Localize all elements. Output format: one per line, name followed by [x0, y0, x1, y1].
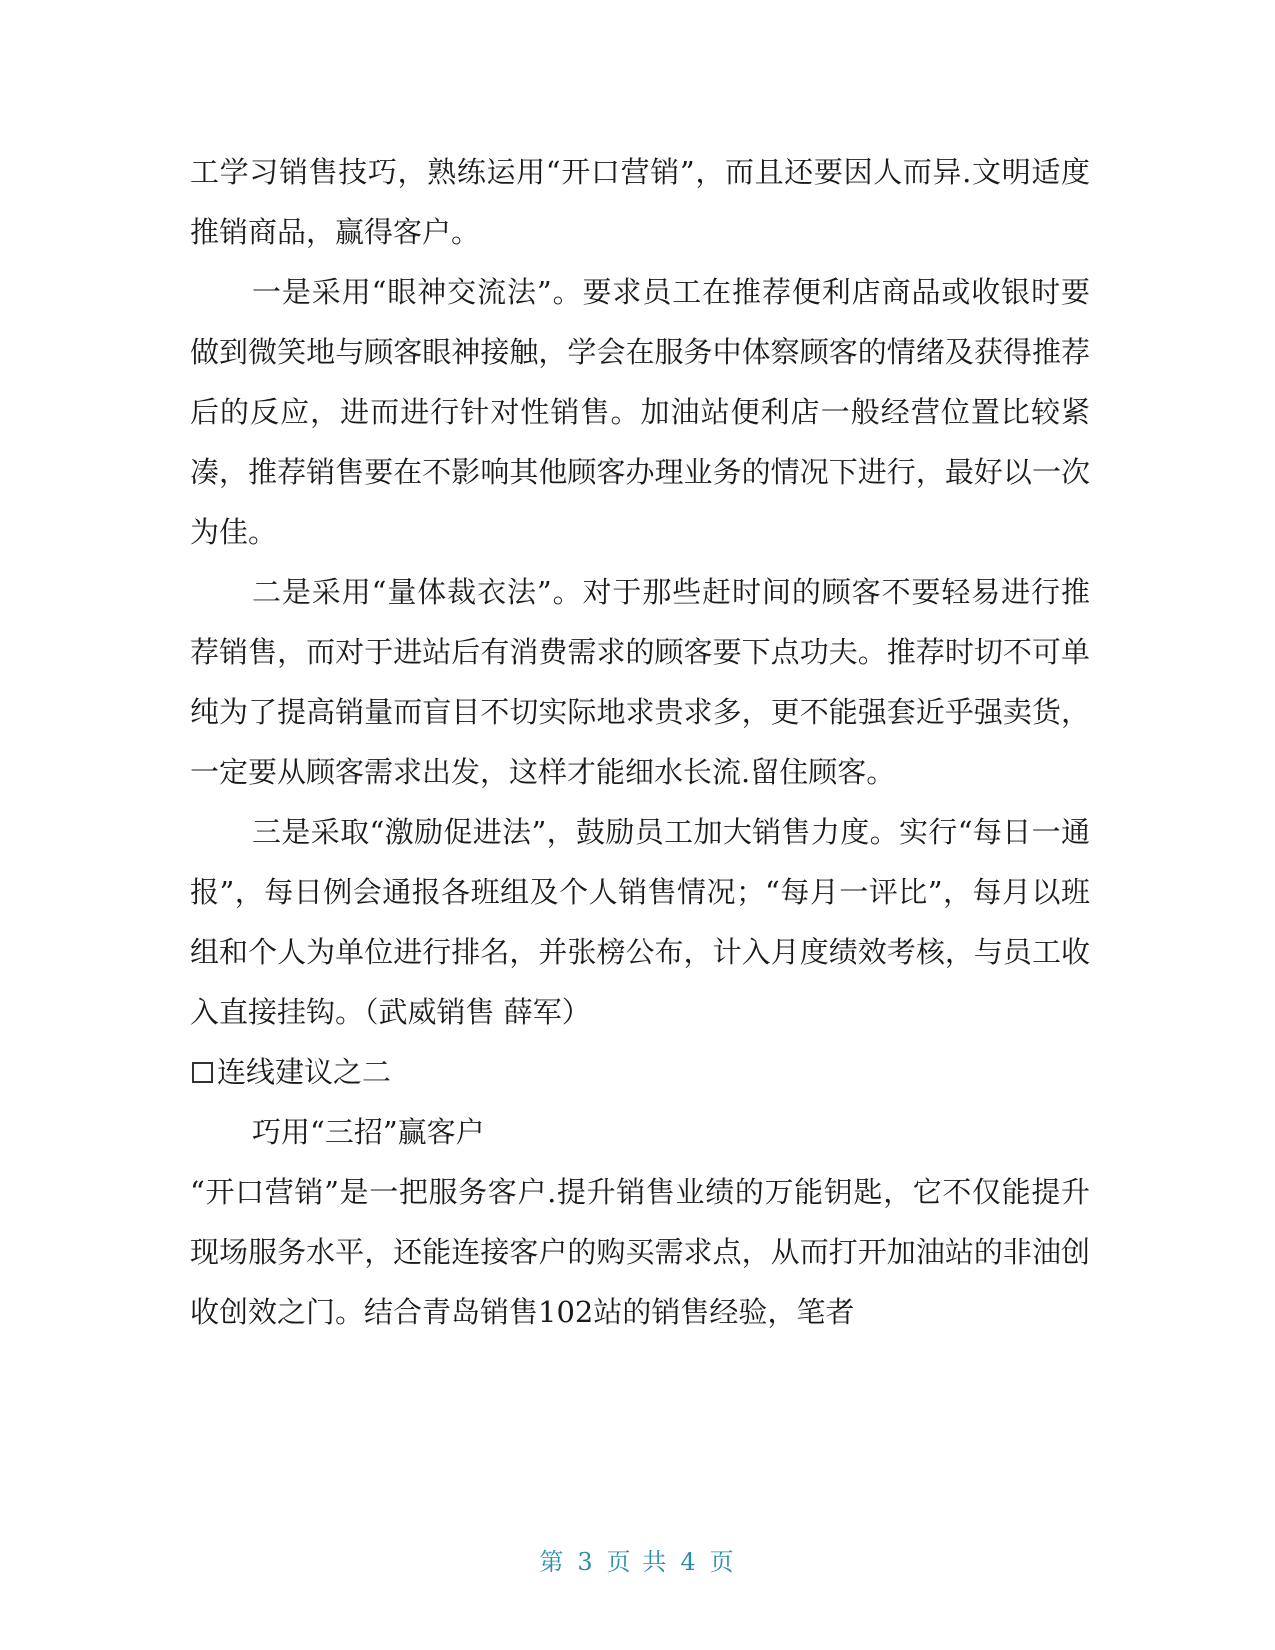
section-heading-text: 连线建议之二 [217, 1055, 392, 1089]
page-footer [0, 1542, 1275, 1577]
paragraph-1: 工学习销售技巧，熟练运用“开口营销”，而且还要因人而异.文明适度推销商品，赢得客户。 [190, 155, 1090, 249]
footer-total-pages: 4 [680, 1548, 698, 1576]
paragraph-4: 三是采取“激励促进法”，鼓励员工加大销售力度。实行“每日一通报”，每日例会通报各班组及个人销售情况；“每月一评比”，每月以班组和个人为单位进行排名，并张榜公布，计入月度绩效考核，与员工收入直接挂钩。（武威销售 薛军） [190, 815, 1090, 1029]
paragraph-3: 二是采用“量体裁衣法”。对于那些赶时间的顾客不要轻易进行推荐销售，而对于进站后有消费需求的顾客要下点功夫。推荐时切不可单纯为了提高销量而盲目不切实际地求贵求多，更不能强套近乎强卖货，一定要从顾客需求出发，这样才能细水长流.留住顾客。 [190, 575, 1090, 789]
checkbox-icon [192, 1062, 213, 1083]
footer-middle: 页 共 [606, 1548, 669, 1576]
section-heading [190, 1042, 1090, 1102]
footer-prefix: 第 [539, 1548, 566, 1576]
closing-paragraph: “开口营销”是一把服务客户.提升销售业绩的万能钥匙，它不仅能提升现场服务水平，还能连接客户的购买需求点，从而打开加油站的非油创收创效之门。结合青岛销售102站的销售经验，笔者 [190, 1175, 1090, 1329]
subtitle: 巧用“三招”赢客户 [252, 1115, 485, 1149]
paragraph-2: 一是采用“眼神交流法”。要求员工在推荐便利店商品或收银时要做到微笑地与顾客眼神接触，学会在服务中体察顾客的情绪及获得推荐后的反应，进而进行针对性销售。加油站便利店一般经营位置比较紧凑，推荐销售要在不影响其他顾客办理业务的情况下进行，最好以一次为佳。 [190, 275, 1090, 549]
footer-current-page: 3 [577, 1548, 595, 1576]
document-body [190, 142, 1090, 1342]
footer-suffix: 页 [709, 1548, 736, 1576]
